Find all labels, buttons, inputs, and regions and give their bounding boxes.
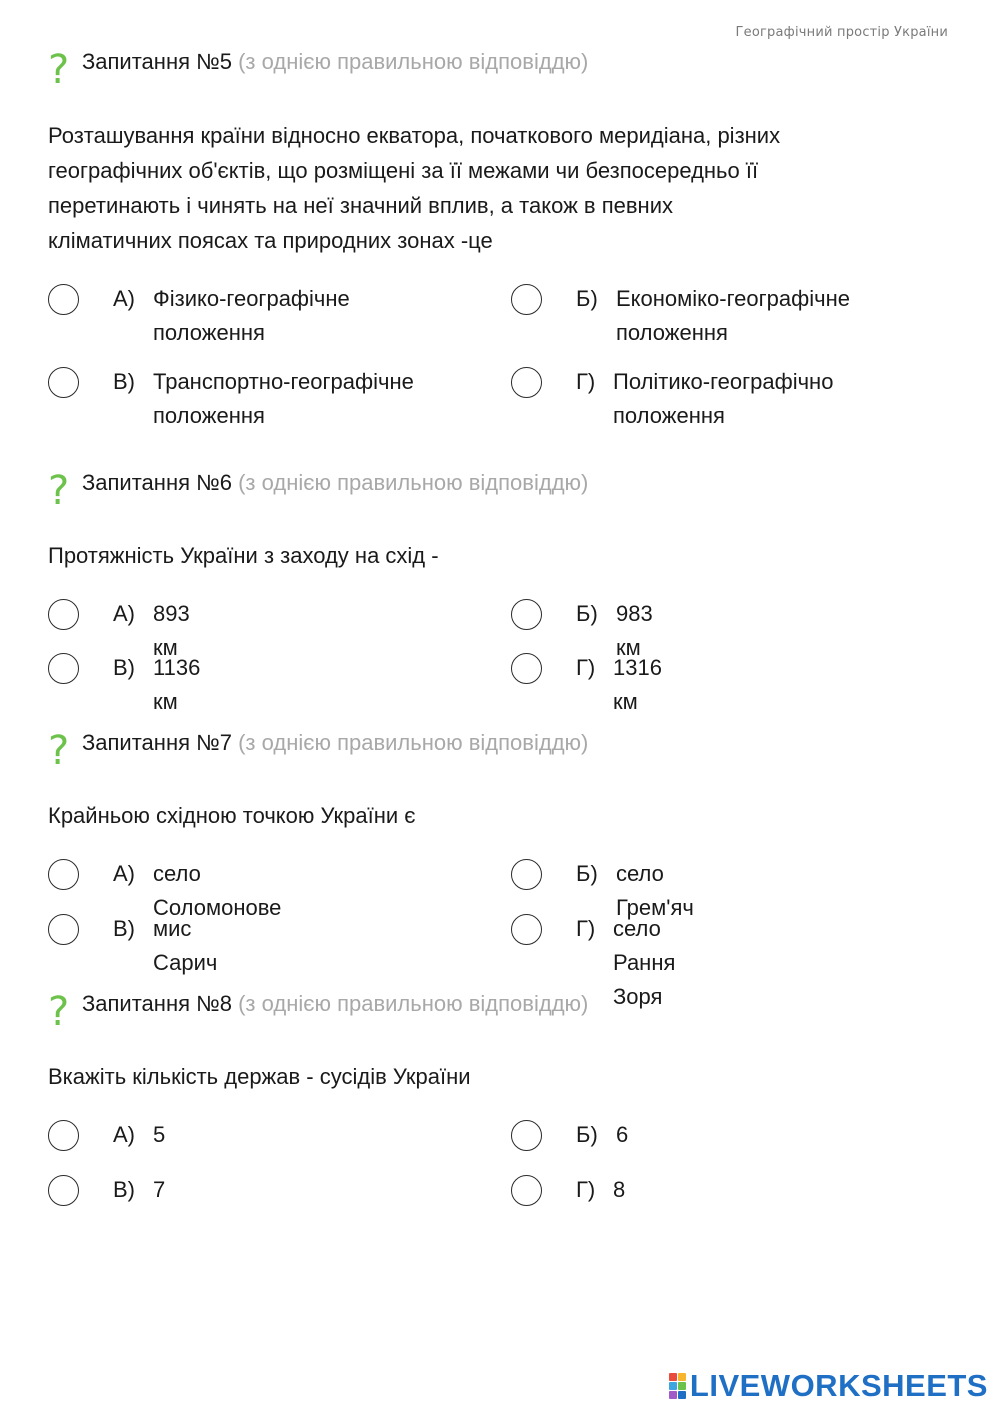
question-text: Протяжність України з заходу на схід - <box>48 543 439 568</box>
option-letter: В) <box>113 916 135 941</box>
option-text: 6 <box>616 1122 629 1147</box>
question-title: Запитання №8 (з однією правильною відповіддю) <box>82 991 589 1016</box>
option-letter: А) <box>113 286 135 311</box>
option-letter: Г) <box>576 369 596 394</box>
option-text: мис Сарич <box>153 916 218 975</box>
question-8 <box>48 990 968 1094</box>
option-text: 7 <box>153 1177 166 1202</box>
option-letter: Г) <box>576 916 596 941</box>
question-header <box>48 469 968 513</box>
option-text: село Рання Зоря <box>613 916 676 1009</box>
radio-button[interactable] <box>511 284 542 315</box>
radio-button[interactable] <box>511 914 542 945</box>
question-mark-icon: ? <box>48 728 70 774</box>
option-letter: Г) <box>576 1177 596 1202</box>
option-letter: Б) <box>576 861 598 886</box>
option-letter: В) <box>113 1177 135 1202</box>
question-7 <box>48 729 968 833</box>
logo-text: LIVEWORKSHEETS <box>689 1368 988 1403</box>
question-note: (з однією правильною відповіддю) <box>238 991 589 1016</box>
option-letter: Б) <box>576 1122 598 1147</box>
option-text: 983 км <box>616 601 653 660</box>
option-letter: А) <box>113 601 135 626</box>
option-text: 8 <box>613 1177 626 1202</box>
option-text: Економіко-географічне положення <box>616 286 850 345</box>
option-text: Політико-географічно положення <box>613 369 834 428</box>
question-mark-icon: ? <box>48 989 70 1035</box>
radio-button[interactable] <box>511 1120 542 1151</box>
option-letter: В) <box>113 655 135 680</box>
radio-button[interactable] <box>48 914 79 945</box>
radio-button[interactable] <box>511 859 542 890</box>
radio-button[interactable] <box>511 653 542 684</box>
radio-button[interactable] <box>511 599 542 630</box>
question-note: (з однією правильною відповіддю) <box>238 49 589 74</box>
option-letter: А) <box>113 861 135 886</box>
radio-button[interactable] <box>511 367 542 398</box>
option-text: 1316 км <box>613 655 662 714</box>
option-letter: А) <box>113 1122 135 1147</box>
option-text: 1136 км <box>153 655 201 714</box>
question-header <box>48 729 968 773</box>
page-header-title: Географічний простір України <box>735 25 948 40</box>
question-title: Запитання №6 (з однією правильною відповіддю) <box>82 470 589 495</box>
option-text: село Соломонове <box>153 861 282 920</box>
question-5 <box>48 48 968 258</box>
radio-button[interactable] <box>48 284 79 315</box>
option-letter: Б) <box>576 601 598 626</box>
question-6 <box>48 469 968 573</box>
radio-button[interactable] <box>48 859 79 890</box>
option-letter: В) <box>113 369 135 394</box>
radio-button[interactable] <box>48 1175 79 1206</box>
option-text: Транспортно-географічне положення <box>153 369 414 428</box>
option-letter: Г) <box>576 655 596 680</box>
question-text: Крайньою східною точкою України є <box>48 803 416 828</box>
question-header <box>48 990 968 1034</box>
question-mark-icon: ? <box>48 47 70 93</box>
question-note: (з однією правильною відповіддю) <box>238 730 589 755</box>
question-title: Запитання №7 (з однією правильною відповіддю) <box>82 730 589 755</box>
question-header <box>48 48 968 92</box>
question-note: (з однією правильною відповіддю) <box>238 470 589 495</box>
option-text: село Грем'яч <box>616 861 694 920</box>
option-letter: Б) <box>576 286 598 311</box>
logo-blocks-icon <box>669 1373 686 1399</box>
question-text: Вкажіть кількість держав - сусідів України <box>48 1064 471 1089</box>
radio-button[interactable] <box>48 599 79 630</box>
option-text: Фізико-географічне положення <box>153 286 350 345</box>
question-mark-icon: ? <box>48 468 70 514</box>
option-text: 5 <box>153 1122 166 1147</box>
radio-button[interactable] <box>511 1175 542 1206</box>
radio-button[interactable] <box>48 653 79 684</box>
liveworksheets-logo <box>669 1369 988 1403</box>
question-title: Запитання №5 (з однією правильною відповіддю) <box>82 49 589 74</box>
question-text: Розташування країни відносно екватора, початкового меридіана, різних географічних об'єктів, що розміщені за її межами чи безпосередньо її перетинають і чинять на неї значний вплив, а також в певних кліматичних поясах та природних зонах -це <box>48 123 781 253</box>
radio-button[interactable] <box>48 1120 79 1151</box>
radio-button[interactable] <box>48 367 79 398</box>
option-text: 893 км <box>153 601 190 660</box>
